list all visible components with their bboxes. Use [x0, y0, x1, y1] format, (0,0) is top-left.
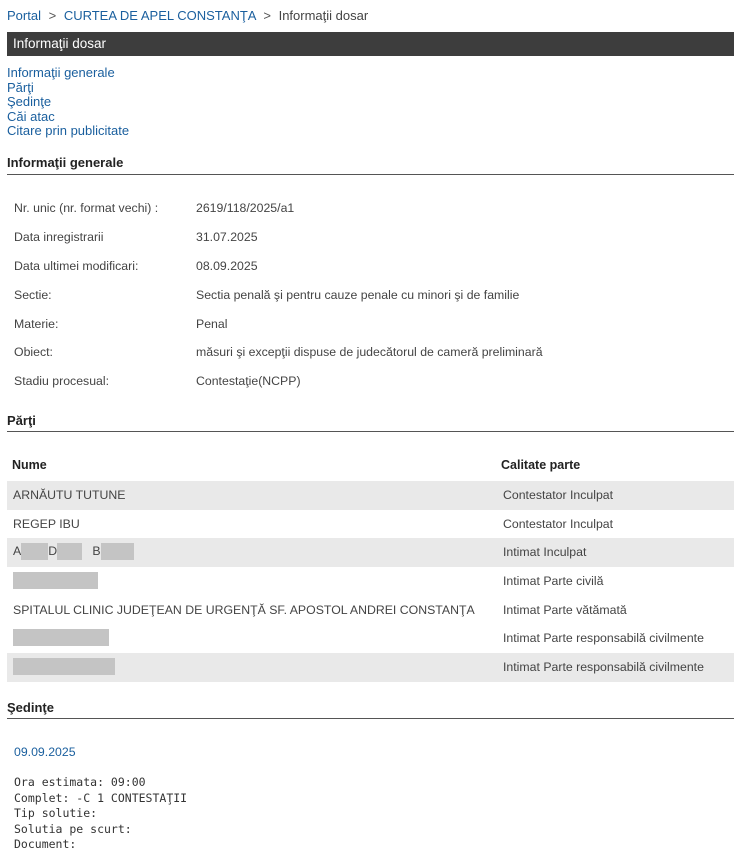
hearing-date-link[interactable]: 09.09.2025	[14, 745, 76, 759]
hearing-detail-complet: Complet: -C 1 CONTESTAŢII	[14, 790, 188, 805]
section-divider	[7, 718, 734, 719]
party-role: Intimat Inculpat	[503, 545, 587, 560]
table-row	[7, 596, 734, 625]
info-value: Penal	[196, 317, 228, 331]
info-value: măsuri şi excepţii dispuse de judecătorul de cameră preliminară	[196, 345, 543, 359]
info-value: 08.09.2025	[196, 259, 258, 273]
table-row	[7, 567, 734, 596]
party-role: Contestator Inculpat	[503, 488, 614, 502]
party-name-redacted	[13, 658, 115, 675]
redaction-block	[13, 658, 115, 675]
info-value: 2619/118/2025/a1	[196, 201, 295, 215]
nav-link-sedinte[interactable]: Şedinţe	[7, 94, 52, 109]
name-initial: A	[13, 544, 22, 559]
nav-link-informatii-generale[interactable]: Informaţii generale	[7, 65, 115, 80]
breadcrumb-separator: >	[48, 8, 57, 23]
section-divider	[7, 174, 734, 175]
redaction-block	[101, 543, 134, 560]
info-value: 31.07.2025	[196, 230, 258, 244]
redaction-block	[13, 572, 98, 589]
table-row	[7, 481, 734, 510]
party-name: ARNĂUTU TUTUNE	[13, 488, 126, 502]
parti-table	[7, 481, 734, 682]
info-label: Nr. unic (nr. format vechi) :	[14, 201, 159, 215]
party-role: Intimat Parte vătămată	[503, 602, 627, 617]
nav-link-cai-atac[interactable]: Căi atac	[7, 108, 55, 124]
name-initial: D	[48, 544, 58, 559]
hearing-detail-solutia: Solutia pe scurt:	[14, 821, 132, 836]
column-header-calitate: Calitate parte	[501, 458, 581, 472]
section-nav	[7, 66, 129, 139]
name-initial: B	[92, 544, 101, 559]
page-header-bar	[7, 32, 734, 56]
party-name-redacted	[13, 572, 98, 589]
breadcrumb-separator: >	[263, 8, 271, 23]
party-role: Intimat Parte responsabilă civilmente	[503, 660, 704, 675]
section-title-parti: Părţi	[7, 413, 36, 428]
breadcrumb-court-link[interactable]: CURTEA DE APEL CONSTANŢA	[63, 8, 256, 23]
party-name: REGEP IBU	[13, 516, 80, 531]
section-divider	[7, 431, 734, 432]
info-label: Sectie:	[14, 288, 52, 302]
section-title-general: Informaţii generale	[7, 155, 124, 170]
table-row	[7, 653, 734, 682]
hearing-detail-tip-solutie: Tip solutie:	[14, 806, 98, 820]
info-value: Contestaţie(NCPP)	[196, 374, 301, 388]
info-label: Materie:	[14, 317, 59, 331]
party-role: Contestator Inculpat	[503, 516, 614, 531]
table-row	[7, 510, 734, 539]
info-label: Stadiu procesual:	[14, 374, 110, 388]
party-role: Intimat Parte responsabilă civilmente	[503, 631, 704, 646]
hearing-detail-document: Document:	[14, 837, 77, 851]
party-name-redacted	[13, 543, 134, 560]
party-name: SPITALUL CLINIC JUDEŢEAN DE URGENŢĂ SF. APOSTOL ANDREI CONSTANŢA	[13, 602, 475, 617]
party-role: Intimat Parte civilă	[503, 574, 604, 589]
table-row	[7, 538, 734, 567]
hearing-detail-ora: Ora estimata: 09:00	[14, 775, 146, 789]
column-header-nume: Nume	[12, 458, 47, 472]
redaction-block	[57, 543, 82, 560]
redaction-block	[13, 629, 109, 646]
nav-link-citare-publicitate[interactable]: Citare prin publicitate	[7, 123, 130, 138]
party-name-redacted	[13, 629, 109, 646]
breadcrumb-portal-link[interactable]: Portal	[7, 8, 41, 23]
section-title-sedinte: Şedinţe	[7, 700, 54, 715]
nav-link-parti[interactable]: Părţi	[7, 79, 34, 95]
page-title: Informaţii dosar	[13, 36, 107, 51]
hearing-details	[14, 775, 187, 853]
info-label: Obiect:	[14, 345, 53, 359]
redaction-block	[21, 543, 48, 560]
table-row	[7, 624, 734, 653]
breadcrumb-current: Informaţii dosar	[278, 8, 369, 23]
breadcrumb	[7, 8, 368, 23]
info-value: Sectia penală şi pentru cauze penale cu minori şi de familie	[196, 288, 520, 302]
info-label: Data ultimei modificari:	[14, 259, 139, 273]
info-label: Data inregistrarii	[14, 230, 104, 244]
